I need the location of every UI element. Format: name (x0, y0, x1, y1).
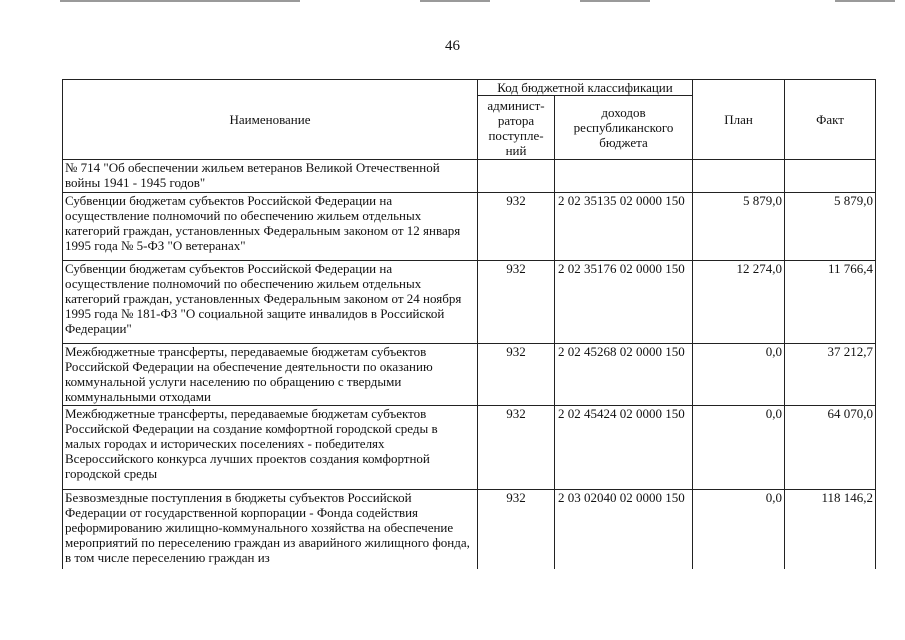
budget-table (62, 79, 876, 569)
scan-artifact (835, 0, 895, 2)
cell-admin: 932 (478, 261, 555, 344)
cell-code: 2 03 02040 02 0000 150 (555, 490, 693, 569)
cell-code: 2 02 35176 02 0000 150 (555, 261, 693, 344)
cell-plan: 0,0 (693, 344, 785, 406)
cell-fact: 5 879,0 (785, 193, 876, 261)
scan-artifact (420, 0, 490, 2)
cell-plan (693, 160, 785, 193)
header-name: Наименование (63, 80, 478, 160)
cell-admin: 932 (478, 344, 555, 406)
cell-code: 2 02 45268 02 0000 150 (555, 344, 693, 406)
cell-fact: 11 766,4 (785, 261, 876, 344)
header-revenue: доходов республиканского бюджета (555, 96, 693, 160)
table-row (63, 490, 876, 569)
cell-name: Субвенции бюджетам субъектов Российской Федерации на осуществление полномочий по обеспечению жильем отдельных категорий граждан, установленных Федеральным законом от 12 января 1995 года № 5-ФЗ "О ветеранах" (63, 193, 478, 261)
table-row (63, 160, 876, 193)
cell-name: Межбюджетные трансферты, передаваемые бюджетам субъектов Российской Федерации на создание комфортной городской среды в малых городах и исторических поселениях - победителях Всероссийского конкурса лучших проектов создания комфортной городской среды (63, 406, 478, 490)
page-number: 46 (445, 38, 460, 54)
table-row (63, 406, 876, 490)
cell-admin: 932 (478, 406, 555, 490)
cell-code: 2 02 35135 02 0000 150 (555, 193, 693, 261)
cell-fact: 37 212,7 (785, 344, 876, 406)
header-plan: План (693, 80, 785, 160)
table-row (63, 344, 876, 406)
cell-name: № 714 "Об обеспечении жильем ветеранов Великой Отечественной войны 1941 - 1945 годов" (63, 160, 478, 193)
cell-name: Межбюджетные трансферты, передаваемые бюджетам субъектов Российской Федерации на обеспечение деятельности по оказанию коммунальной услуги населению по обращению с твердыми коммунальными отходами (63, 344, 478, 406)
table-row (63, 261, 876, 344)
cell-admin: 932 (478, 193, 555, 261)
cell-admin: 932 (478, 490, 555, 569)
scan-artifact (580, 0, 650, 2)
cell-name: Субвенции бюджетам субъектов Российской Федерации на осуществление полномочий по обеспечению жильем отдельных категорий граждан, установленных Федеральным законом от 24 ноября 1995 года № 181-ФЗ "О социальной защите инвалидов в Российской Федерации" (63, 261, 478, 344)
cell-plan: 0,0 (693, 406, 785, 490)
cell-code (555, 160, 693, 193)
table-row (63, 193, 876, 261)
cell-fact (785, 160, 876, 193)
header-fact: Факт (785, 80, 876, 160)
scan-artifact (60, 0, 300, 2)
cell-fact: 64 070,0 (785, 406, 876, 490)
cell-plan: 12 274,0 (693, 261, 785, 344)
cell-code: 2 02 45424 02 0000 150 (555, 406, 693, 490)
cell-plan: 5 879,0 (693, 193, 785, 261)
cell-plan: 0,0 (693, 490, 785, 569)
cell-admin (478, 160, 555, 193)
cell-name: Безвозмездные поступления в бюджеты субъектов Российской Федерации от государственной корпорации - Фонда содействия реформированию жилищно-коммунального хозяйства на обеспечение мероприятий по переселению граждан из аварийного жилищного фонда, в том числе переселению граждан из (63, 490, 478, 569)
header-admin: админист-ратора поступле-ний (478, 96, 555, 160)
header-code-group: Код бюджетной классификации (478, 80, 693, 96)
cell-fact: 118 146,2 (785, 490, 876, 569)
